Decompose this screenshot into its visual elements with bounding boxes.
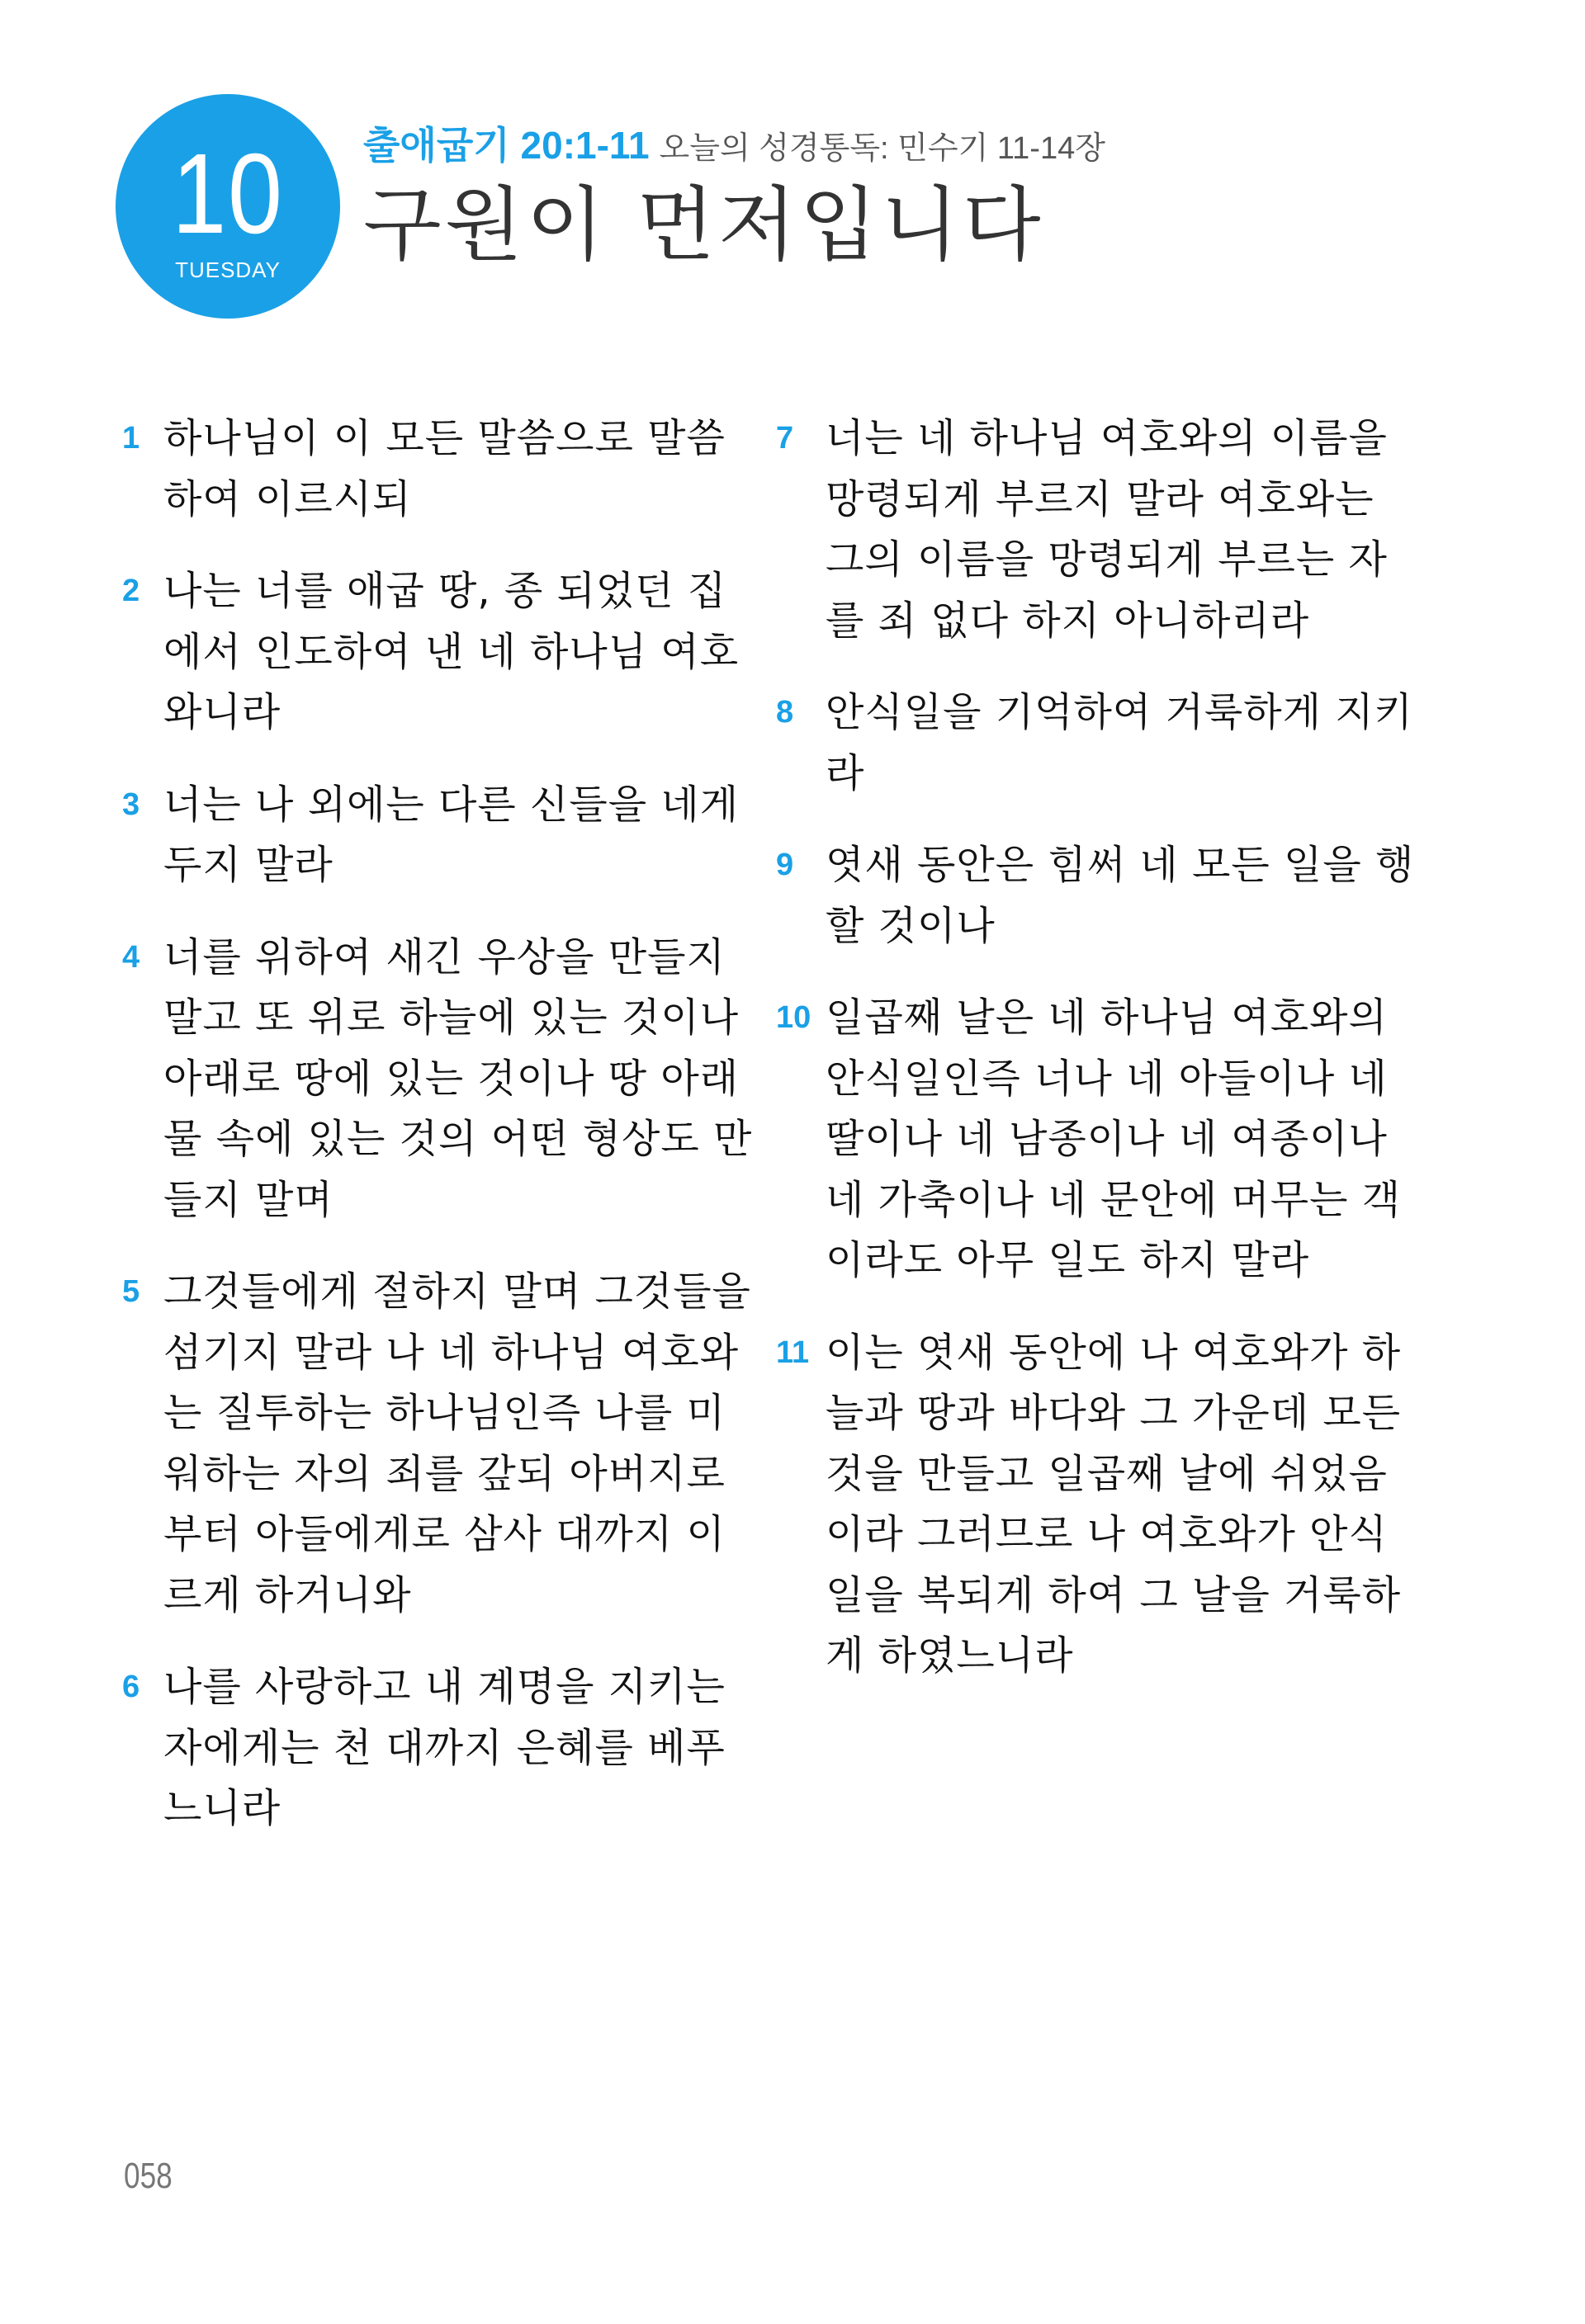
verse-text (826, 409, 1388, 651)
reading-plan: 오늘의 성경통독: 민수기 11-14장 (659, 131, 1105, 166)
verse-number: 7 (776, 421, 794, 456)
verse (122, 928, 753, 1231)
verse-text (826, 835, 1415, 957)
verse-line: 안식일을 기억하여 거룩하게 지키 (826, 689, 1413, 735)
day-name: TUESDAY (175, 257, 281, 282)
verse-line: 와니라 (163, 689, 282, 735)
verse-line: 그것들에게 절하지 말며 그것들을 (163, 1268, 751, 1315)
verse-line: 르게 하거니와 (163, 1571, 412, 1618)
verse-text (163, 1657, 726, 1840)
verse-line: 부터 아들에게로 삼사 대까지 이 (163, 1511, 726, 1557)
verse-text (163, 775, 740, 896)
verse (776, 409, 1388, 651)
verse-line: 일을 복되게 하여 그 날을 거룩하 (826, 1571, 1402, 1618)
verse-line: 하여 이르시되 (163, 475, 412, 522)
verse-number: 8 (776, 695, 794, 730)
verse-line: 것을 만들고 일곱째 날에 쉬었음 (826, 1450, 1388, 1497)
verse-line: 이라도 아무 일도 하지 말라 (826, 1237, 1310, 1283)
verse-line: 이는 엿새 동안에 나 여호와가 하 (826, 1329, 1402, 1376)
verse-number: 2 (122, 574, 140, 608)
verse (776, 1323, 1402, 1687)
verse-line: 나를 사랑하고 내 계명을 지키는 (163, 1664, 726, 1710)
verse-line: 게 하였느니라 (826, 1632, 1074, 1679)
verse-line: 딸이나 네 남종이나 네 여종이나 (826, 1116, 1388, 1162)
verse-line: 너는 네 하나님 여호와의 이름을 (826, 415, 1388, 461)
verse (776, 683, 1413, 804)
verse (122, 775, 740, 896)
verse-line: 네 가축이나 네 문안에 머무는 객 (826, 1176, 1402, 1223)
verse-text (163, 561, 740, 744)
verse (776, 988, 1402, 1292)
verse-line: 일곱째 날은 네 하나님 여호와의 (826, 994, 1388, 1041)
verse-line: 워하는 자의 죄를 갚되 아버지로 (163, 1450, 726, 1497)
verse-text (826, 1323, 1402, 1687)
verse-line: 들지 말며 (163, 1176, 334, 1223)
verse (122, 561, 740, 744)
verse-number: 10 (776, 1000, 811, 1035)
verse-text (163, 409, 726, 530)
verse-line: 너를 위하여 새긴 우상을 만들지 (163, 933, 726, 980)
day-number: 10 (172, 130, 284, 257)
verse-line: 섬기지 말라 나 네 하나님 여호와 (163, 1329, 740, 1376)
verses-column-left (122, 409, 753, 1871)
verse-line: 물 속에 있는 것의 어떤 형상도 만 (163, 1116, 753, 1162)
verse-line: 그의 이름을 망령되게 부르는 자 (826, 536, 1388, 583)
page-header (363, 122, 1105, 177)
verse-line: 자에게는 천 대까지 은혜를 베푸 (163, 1724, 726, 1771)
verse (122, 1262, 751, 1626)
page-number: 058 (124, 2156, 173, 2196)
verse-text (826, 683, 1413, 804)
verse-line: 엿새 동안은 힘써 네 모든 일을 행 (826, 842, 1415, 888)
subtitle-line (363, 122, 1105, 177)
verse-line: 할 것이나 (826, 902, 996, 949)
verse-line: 를 죄 없다 하지 아니하리라 (826, 597, 1310, 644)
page-title: 구원이 먼저입니다 (363, 178, 1044, 272)
verse-line: 두지 말라 (163, 842, 334, 888)
verse-line: 늘과 땅과 바다와 그 가운데 모든 (826, 1390, 1402, 1436)
verse-text (163, 1262, 751, 1626)
verse-number: 11 (776, 1334, 810, 1370)
verse-number: 5 (122, 1274, 140, 1309)
verse-text (163, 928, 753, 1231)
verse-line: 라 (826, 749, 865, 796)
verse-line: 는 질투하는 하나님인즉 나를 미 (163, 1390, 726, 1436)
verse-number: 3 (122, 786, 140, 822)
verse-number: 9 (776, 848, 794, 882)
verse-line: 아래로 땅에 있는 것이나 땅 아래 (163, 1055, 740, 1102)
verse-line: 하나님이 이 모든 말씀으로 말씀 (163, 415, 726, 461)
verse-line: 너는 나 외에는 다른 신들을 네게 (163, 781, 740, 828)
date-badge (116, 94, 340, 319)
verse (776, 835, 1415, 957)
scripture-passage: 출애굽기 20:1-11 (363, 124, 650, 167)
verse-text (826, 988, 1402, 1292)
verse-line: 나는 너를 애굽 땅, 종 되었던 집 (163, 568, 727, 614)
verses-column-right (776, 409, 1415, 1718)
verse-number: 1 (122, 421, 140, 456)
verse-line: 말고 또 위로 하늘에 있는 것이나 (163, 994, 740, 1041)
verse-line: 안식일인즉 너나 네 아들이나 네 (826, 1055, 1388, 1102)
verse-number: 4 (122, 939, 140, 975)
verse-line: 이라 그러므로 나 여호와가 안식 (826, 1511, 1388, 1557)
verse-line: 에서 인도하여 낸 네 하나님 여호 (163, 628, 740, 675)
verse (122, 1657, 726, 1840)
verse-line: 느니라 (163, 1785, 282, 1831)
verse-number: 6 (122, 1670, 140, 1704)
verse (122, 409, 726, 530)
verse-line: 망령되게 부르지 말라 여호와는 (826, 475, 1374, 522)
